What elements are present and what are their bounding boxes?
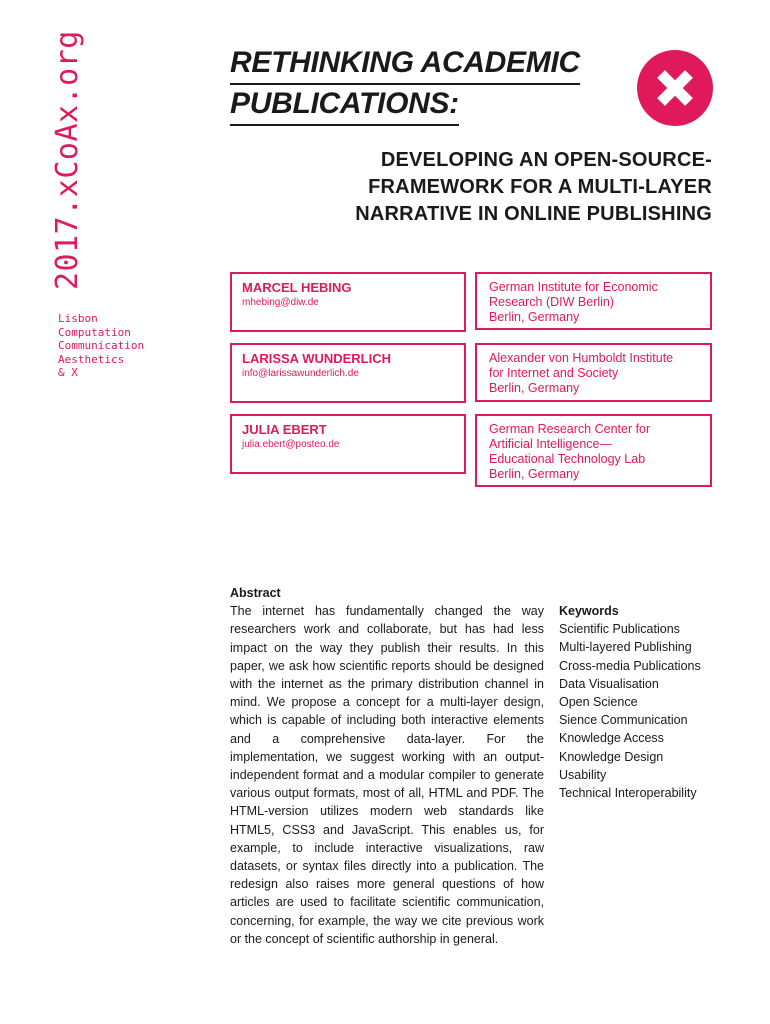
keyword-item: Scientific Publications: [559, 622, 680, 637]
author-email: info@larissawunderlich.de: [242, 368, 359, 379]
author-name: MARCEL HEBING: [242, 280, 352, 295]
affiliation-line: Research (DIW Berlin): [489, 295, 615, 309]
author-card: [230, 414, 466, 474]
subtitle-line: DEVELOPING AN OPEN-SOURCE-: [380, 149, 712, 171]
affiliation-line: Alexander von Humboldt Institute: [489, 351, 674, 365]
keyword-item: Multi-layered Publishing: [559, 640, 692, 655]
abstract-text: The internet has fundamentally changed the way researchers work and collaborate, but has had less impact on the way they publish their results. In this paper, we ask how scientific reports should be designed with the internet as the primary distribution channel in mind. We propose a concept for a multi-layer design, which is capable of including both interactive elements and a comprehensive data-layer. For the implementation, we suggest working with an output-independent format and a modular compiler to generate various output formats, most of all, HTML and PDF. The HTML-version utilizes modern web standards like HTML5, CSS3 and JavaScript. This enables us, for example, to include interactive visualizations, raw datasets, or syntax files directly into a publication. The redesign also raises more general questions of how articles are used to facilitate scientific communication, concerning, for example, the way we cite previous work or the concept of scientific authorship in general.: [230, 604, 544, 946]
affiliation-card: [475, 343, 712, 402]
affiliation-line: German Institute for Economic: [489, 280, 658, 294]
subtitle-line: NARRATIVE IN ONLINE PUBLISHING: [355, 203, 712, 225]
affiliation-card: [475, 272, 712, 330]
keyword-item: Knowledge Design: [559, 749, 664, 764]
author-email: julia.ebert@posteo.de: [242, 439, 340, 450]
author-card: [230, 272, 466, 332]
affiliation-line: Berlin, Germany: [489, 381, 580, 395]
keyword-item: Sience Communication: [559, 713, 688, 728]
author-name: LARISSA WUNDERLICH: [242, 351, 392, 366]
abstract-section: [230, 584, 544, 948]
affiliation-line: Berlin, Germany: [489, 310, 580, 324]
keyword-item: Technical Interoperability: [559, 786, 697, 801]
paper-subtitle: [230, 147, 712, 228]
affiliation-card: [475, 414, 712, 487]
meta-line: Computation: [58, 325, 131, 339]
affiliation-line: for Internet and Society: [489, 366, 619, 380]
author-email: mhebing@diw.de: [242, 297, 319, 308]
close-x-icon: [637, 50, 713, 126]
keyword-item: Data Visualisation: [559, 676, 659, 691]
keyword-item: Open Science: [559, 695, 638, 710]
paper-title-line: RETHINKING ACADEMIC: [230, 44, 580, 85]
author-card: [230, 343, 466, 403]
keywords-heading: Keywords: [559, 604, 619, 618]
keywords-section: [559, 602, 739, 802]
keyword-item: Cross-media Publications: [559, 658, 701, 673]
paper-title-line: PUBLICATIONS:: [230, 85, 459, 126]
affiliation-line: Educational Technology Lab: [489, 452, 646, 466]
meta-line: Lisbon: [58, 312, 98, 325]
meta-line: & X: [58, 366, 78, 379]
affiliation-line: Artificial Intelligence—: [489, 437, 612, 451]
conference-meta: [58, 312, 144, 380]
meta-line: Communication: [58, 339, 145, 352]
conference-vertical-title: 2017.xCoAx.org: [50, 30, 85, 290]
affiliation-line: Berlin, Germany: [489, 467, 580, 481]
paper-title: [230, 44, 610, 126]
keyword-item: Knowledge Access: [559, 731, 664, 746]
subtitle-line: FRAMEWORK FOR A MULTI-LAYER: [368, 176, 712, 198]
keyword-item: Usability: [559, 767, 607, 782]
author-name: JULIA EBERT: [242, 422, 327, 437]
affiliation-line: German Research Center for: [489, 422, 651, 436]
meta-line: Aesthetics: [58, 352, 125, 366]
abstract-heading: Abstract: [230, 586, 281, 600]
